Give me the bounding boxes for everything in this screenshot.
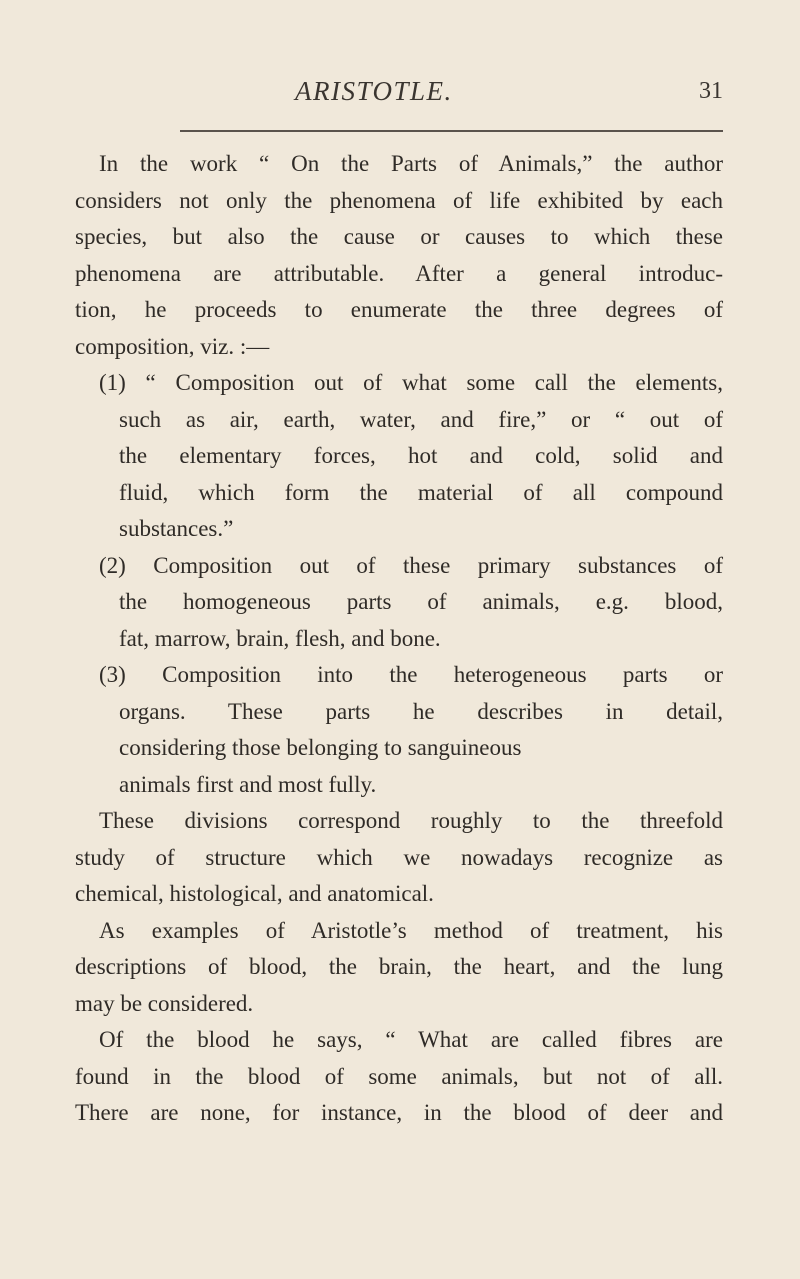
text-line: tion, he proceeds to enumerate the three degrees of: [75, 297, 723, 322]
header-rule: [180, 130, 723, 132]
text-line: (3) Composition into the heterogeneous parts or: [99, 662, 723, 687]
page-header: [75, 76, 723, 116]
text-line: fat, marrow, brain, flesh, and bone.: [119, 625, 441, 651]
text-line: There are none, for instance, in the blood of deer and: [75, 1100, 723, 1125]
text-line: As examples of Aristotle’s method of treatment, his: [99, 917, 723, 943]
text-line: descriptions of blood, the brain, the heart, and the lung: [75, 954, 723, 979]
text-line: study of structure which we nowadays recognize as: [75, 844, 723, 870]
text-line: (1) “ Composition out of what some call the elements,: [99, 370, 723, 395]
text-line: animals first and most fully.: [119, 771, 377, 797]
text-line: Of the blood he says, “ What are called fibres are: [99, 1027, 723, 1052]
text-line: the elementary forces, hot and cold, solid and: [119, 443, 723, 468]
text-line: the homogeneous parts of animals, e.g. blood,: [119, 589, 723, 614]
body-text: [75, 146, 723, 1132]
text-line: substances.”: [119, 516, 234, 541]
text-line: considering those belonging to sanguineous: [119, 735, 522, 760]
text-line: phenomena are attributable. After a general introduc-: [75, 260, 723, 286]
text-line: composition, viz. :—: [75, 333, 270, 359]
text-line: These divisions correspond roughly to the threefold: [99, 808, 723, 833]
text-line: considers not only the phenomena of life exhibited by each: [75, 187, 723, 213]
text-line: may be considered.: [75, 990, 254, 1016]
text-line: chemical, histological, and anatomical.: [75, 881, 434, 906]
text-line: In the work “ On the Parts of Animals,” the author: [99, 151, 723, 176]
text-line: such as air, earth, water, and fire,” or “ out of: [119, 406, 723, 432]
text-line: species, but also the cause or causes to which these: [75, 224, 723, 249]
text-line: found in the blood of some animals, but not of all.: [75, 1063, 723, 1089]
text-line: fluid, which form the material of all compound: [119, 479, 723, 505]
page-number: 31: [699, 78, 723, 104]
text-line: organs. These parts he describes in detail,: [119, 698, 723, 724]
text-line: (2) Composition out of these primary substances of: [99, 552, 723, 578]
running-title: ARISTOTLE.: [295, 76, 453, 106]
